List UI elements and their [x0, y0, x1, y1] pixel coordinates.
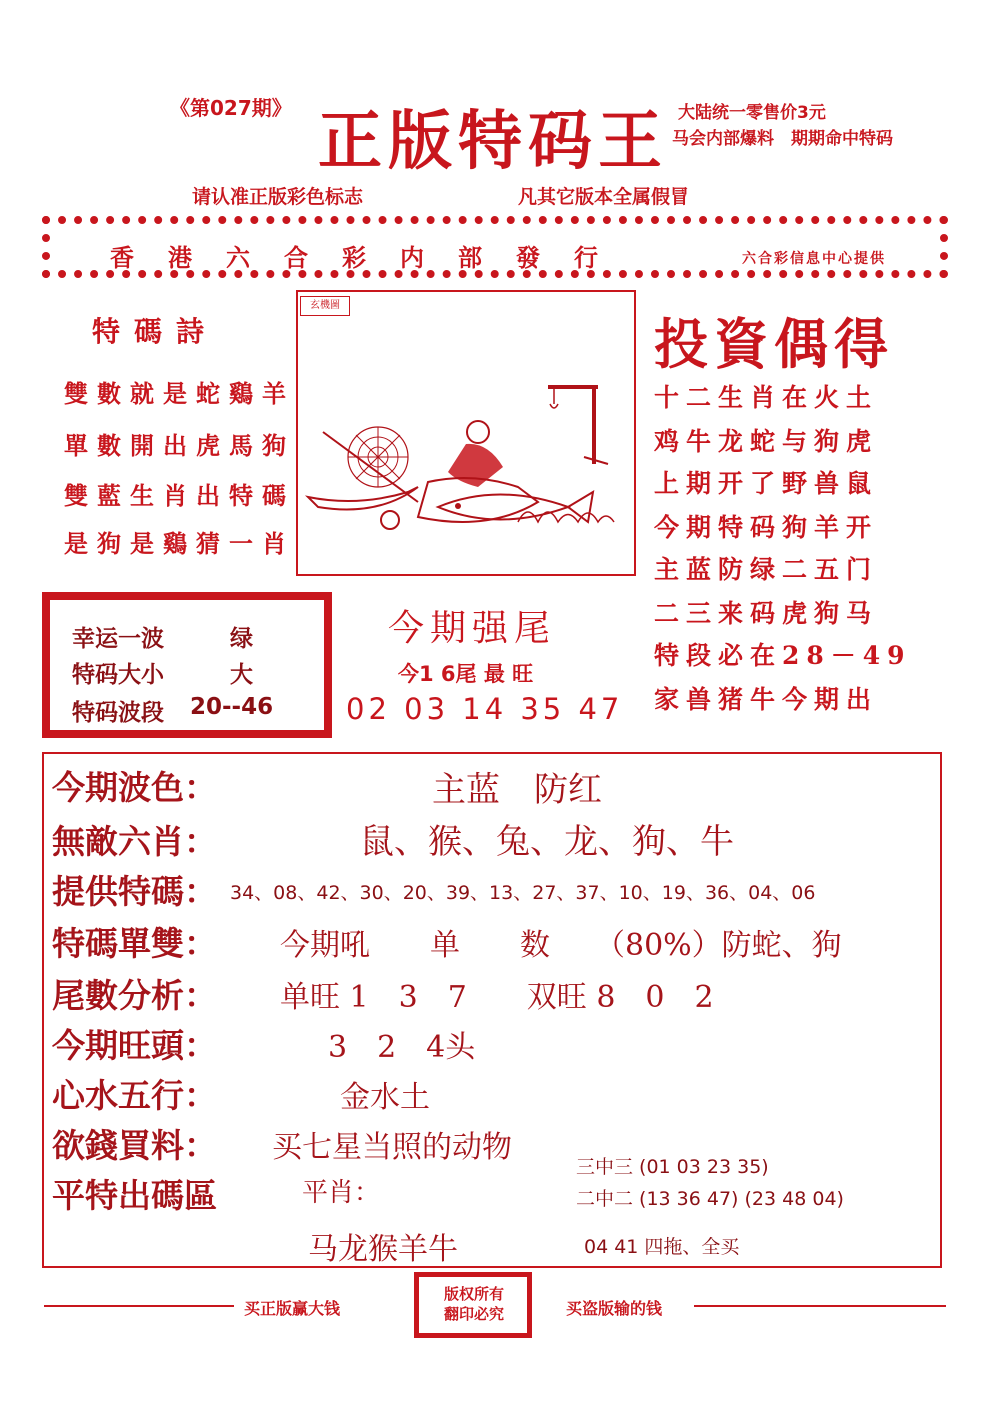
- slogan-genuine: 请认准正版彩色标志: [192, 186, 364, 208]
- copyright-line-2: 翻印必究: [443, 1305, 504, 1323]
- invest-title: 投資偶得: [654, 312, 894, 376]
- strong-tail-numbers: 02 03 14 35 47: [346, 692, 624, 726]
- slogan-fake-warning: 凡其它版本全属假冒: [518, 186, 690, 208]
- invest-line: 二三来码虎狗马: [654, 599, 879, 628]
- wave-color-label: 今期波色：: [52, 768, 217, 807]
- lucky-size-label: 特码大小: [72, 662, 164, 688]
- fisherman-illustration-icon: [298, 292, 634, 574]
- invest-line: 十二生肖在火土: [654, 383, 879, 412]
- copyright-text: [428, 1284, 520, 1324]
- buy-label: 欲錢買料：: [52, 1126, 217, 1165]
- tail-label: 尾數分析：: [52, 976, 217, 1015]
- oddeven-label: 特碼單雙：: [52, 924, 217, 963]
- head-label: 今期旺頭：: [52, 1026, 217, 1065]
- tail-value: 单旺 1 3 7 双旺 8 0 2: [280, 980, 714, 1015]
- invest-line: 今期特码狗羊开: [654, 513, 879, 542]
- invest-line: 家兽猪牛今期出: [654, 685, 879, 714]
- invest-line: 上期开了野兽鼠: [654, 469, 879, 498]
- issue-number: 《第027期》: [170, 96, 292, 120]
- special-label: 提供特碼：: [52, 872, 217, 911]
- footer-left-text: 买正版赢大钱: [244, 1299, 341, 1318]
- banner-provider: 六合彩信息中心提供: [742, 251, 886, 267]
- strong-tail-sub: 今1 6尾 最 旺: [398, 662, 534, 686]
- invest-line: 特段必在28－49: [654, 641, 912, 670]
- three-in-three: 三中三 (01 03 23 35): [576, 1156, 769, 1178]
- invest-line: 鸡牛龙蛇与狗虎: [654, 427, 879, 456]
- wave-color-value: 主蓝 防红: [432, 770, 602, 810]
- poem-line: 雙藍生肖出特碼: [64, 481, 295, 510]
- page-title: 正版特码王: [318, 104, 668, 179]
- strong-tail-title: 今期强尾: [388, 608, 557, 649]
- lucky-range-label: 特码波段: [72, 700, 164, 726]
- poem-line: 雙數就是蛇鷄羊: [64, 379, 295, 408]
- insider-note: 马会内部爆料 期期命中特码: [672, 129, 893, 149]
- zodiac-value: 鼠、猴、兔、龙、狗、牛: [360, 822, 734, 862]
- footer-divider: [44, 1305, 234, 1307]
- lucky-range-value: 20--46: [190, 694, 274, 720]
- drag-note: 04 41 四拖、全买: [584, 1236, 740, 1258]
- poem-line: 是狗是鷄猜一肖: [64, 529, 295, 558]
- special-value: 34、08、42、30、20、39、13、27、37、10、19、36、04、06: [230, 882, 816, 904]
- buy-value: 买七星当照的动物: [272, 1130, 512, 1165]
- riddle-illustration: [296, 290, 636, 576]
- invest-line: 主蓝防绿二五门: [654, 555, 879, 584]
- copyright-line-1: 版权所有: [443, 1285, 504, 1303]
- oddeven-value: 今期吼 单 数 （80%）防蛇、狗: [280, 928, 842, 963]
- poem-title: 特碼詩: [92, 315, 219, 348]
- element-label: 心水五行：: [52, 1076, 217, 1115]
- footer-divider: [694, 1305, 946, 1307]
- banner-text: 香港六合彩内部發行: [110, 243, 632, 272]
- lucky-wave-value: 绿: [230, 626, 253, 652]
- head-value: 3 2 4头: [328, 1030, 476, 1065]
- lucky-wave-label: 幸运一波: [72, 626, 164, 652]
- flat-value: 平肖：: [302, 1178, 381, 1208]
- poem-line: 單數開出虎馬狗: [64, 431, 295, 460]
- footer-right-text: 买盗版输的钱: [566, 1299, 663, 1318]
- element-value: 金水土: [340, 1080, 430, 1115]
- two-in-two: 二中二 (13 36 47) (23 48 04): [576, 1188, 844, 1210]
- price-note: 大陆统一零售价3元: [678, 103, 826, 123]
- flat-animals: 马龙猴羊牛: [308, 1232, 458, 1267]
- lucky-size-value: 大: [230, 662, 253, 688]
- illustration-stamp: 玄機圖: [300, 296, 350, 316]
- flat-label: 平特出碼區: [52, 1176, 217, 1215]
- zodiac-label: 無敵六肖：: [52, 822, 217, 861]
